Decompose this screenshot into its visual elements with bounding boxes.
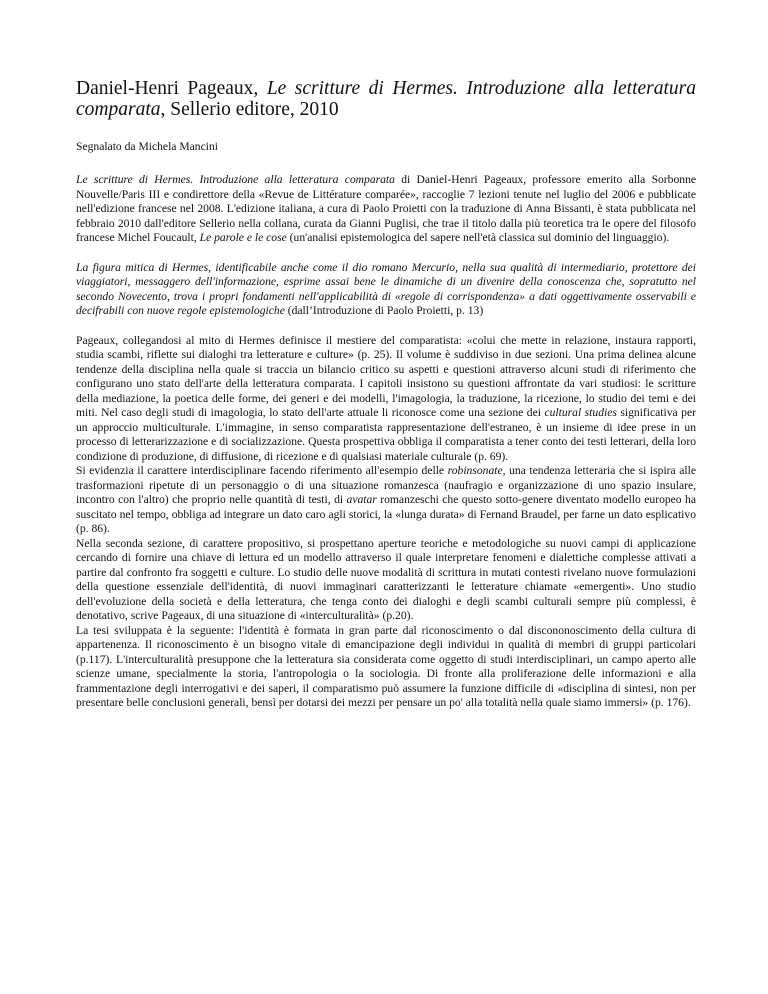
document-title	[76, 78, 696, 120]
body-p2-b: , una tendenza letteraria che si ispira alle trasformazioni ripetute di un personaggio o di una situazione romanzesca (naufragio e organizzazione di uno spazio insulare, incontro con l'altro) che proprio nelle quantità di testi, di	[76, 464, 696, 506]
body-paragraph-3: Nella seconda sezione, di carattere propositivo, si prospettano aperture teoriche e metodologiche su nuovi campi di applicazione cercando di fornire una chiave di lettura ed un modello attraverso il quale interpretare fenomeni e dialettiche complesse attivati a partire dal confronto fra soggetti e culture. Lo studio delle nuove modalità di scrittura in mutati contesti rivelano nuove formulazioni della questione essenziale dell'identità, di nuovi immaginari caratterizzanti le letterature chiamate «emergenti». Uno studio dell'evoluzione della società e della letteratura, che tenga conto dei dialoghi e degli scambi culturali sempre più complessi, è denotativo, scrive Pageaux, di una situazione di «interculturalità» (p.20).	[76, 536, 696, 622]
body-p2-emphasis-1: robinsonate	[447, 464, 503, 477]
body-p2-c: romanzeschi che questo sotto-genere diventato modello europeo ha suscitato nel tempo, obbliga ad integrare un dato caro agli storici, la «lunga durata» di Fernand Braudel, per farne un dato esplicativo (p. 86).	[76, 493, 696, 535]
title-publisher: , Sellerio editore, 2010	[160, 99, 339, 120]
intro-book-title: Le scritture di Hermes. Introduzione alla letteratura comparata	[76, 173, 395, 186]
intro-paragraph	[76, 173, 696, 246]
body-paragraph-4: La tesi sviluppata è la seguente: l'identità è formata in gran parte dal riconoscimento o dal discononoscimento della cultura di appartenenza. Il riconoscimento è un bisogno vitale di emancipazione degli individui in qualità di membri di gruppi particolari (p.117). L'interculturalità presuppone che la letteratura sia considerata come oggetto di studi interdisciplinari, un campo aperto alle scienze umane, specialmente la storia, l'antropologia o la sociologia. Di fronte alla proliferazione delle informazioni e alla frammentazione degli interrogativi e dei saperi, il comparatismo può assumere la funzione difficile di «disciplina di sintesi, non per presentare belle conclusioni generali, bensì per dotarsi dei mezzi per pensare un po' alla totalità nella quale siamo immersi» (p. 176).	[76, 623, 696, 709]
body-p1-tail: significativa per un approccio multiculturale. L'immagine, in senso comparatista rappresentazione dell'estraneo, è un insieme di idee prese in un processo di letterarizzazione e di socializzazione. Questa prospettiva obbliga il comparatista a tener conto dei testi letterari, della loro condizione di produzione, di diffusione, di ricezione e di qualsiasi materiale culturale (p. 69).	[76, 406, 696, 463]
quote-text: La figura mitica di Hermes, identificabile anche come il dio romano Mercurio, nella sua qualità di intermediario, protettore dei viaggiatori, messaggero dell'informazione, esprime assai bene le dinamiche di un divenire della conoscenza che, sopratutto nel secondo Novecento, trova i propri fondamenti nell'applicabilità di «regole di corrispondenza» a dati oggettivamente osservabili e decifrabili con nuove regole epistemologiche	[76, 260, 696, 317]
body-paragraph-1	[76, 334, 696, 465]
body-p1-text: Pageaux, collegandosi al mito di Hermes definisce il mestiere del comparatista: «colui che mette in relazione, instaura rapporti, studia scambi, riflette sui dialoghi tra letterature e culture» (p. 25). Il volume è suddiviso in due sezioni. Una prima delinea alcune tendenze della disciplina nella quale si traccia un bilancio critico su aspetti e questioni attraverso alcuni studi di riferimento che configurano uno stato dell'arte della letteratura comparata. I capitoli insistono su questioni affrontate da vari studiosi: le scritture della mediazione, la poetica delle forme, dei generi e dei modelli, l'imagologia, la traduzione, la ricezione, lo studio dei temi e dei miti. Nel caso degli studi di imagologia, lo stato dell'arte attuale li riconosce come una sezione dei	[76, 333, 696, 419]
reviewer-line: Segnalato da Michela Mancini	[76, 140, 218, 153]
intro-work-title: Le parole e le cose	[199, 231, 287, 244]
body-p2-emphasis-2: avatar	[346, 493, 377, 506]
quote-source: (dall’Introduzione di Paolo Proietti, p. 13)	[284, 304, 484, 317]
body-p2-a: Si evidenzia il carattere interdisciplinare facendo riferimento all'esempio delle	[76, 464, 448, 477]
intro-text: di Daniel-Henri Pageaux, professore emerito alla Sorbonne Nouvelle/Paris III e condirettore della «Revue de Littérature comparée», raccoglie 7 lezioni tenute nel luglio del 2006 e pubblicate nell'edizione francese nel 2008. L'edizione italiana, a cura di Paolo Proietti con la traduzione di Anna Bissanti, è stata pubblicata nel febbraio 2010 dall'editore Sellerio nella collana, curata da Gianni Puglisi, che trae il titolo dalla più teoretica tra le opere del filosofo francese Michel Foucault,	[76, 173, 697, 244]
intro-tail: (un'analisi epistemologica del sapere nell'età classica sul dominio del linguaggio).	[286, 231, 670, 244]
title-book: Le scritture di Hermes. Introduzione alla letteratura comparata	[76, 78, 697, 120]
title-author: Daniel-Henri Pageaux,	[76, 78, 259, 99]
body-paragraph-2	[76, 464, 696, 537]
body-p1-emphasis: cultural studies	[544, 406, 617, 419]
quote-paragraph	[76, 261, 696, 319]
